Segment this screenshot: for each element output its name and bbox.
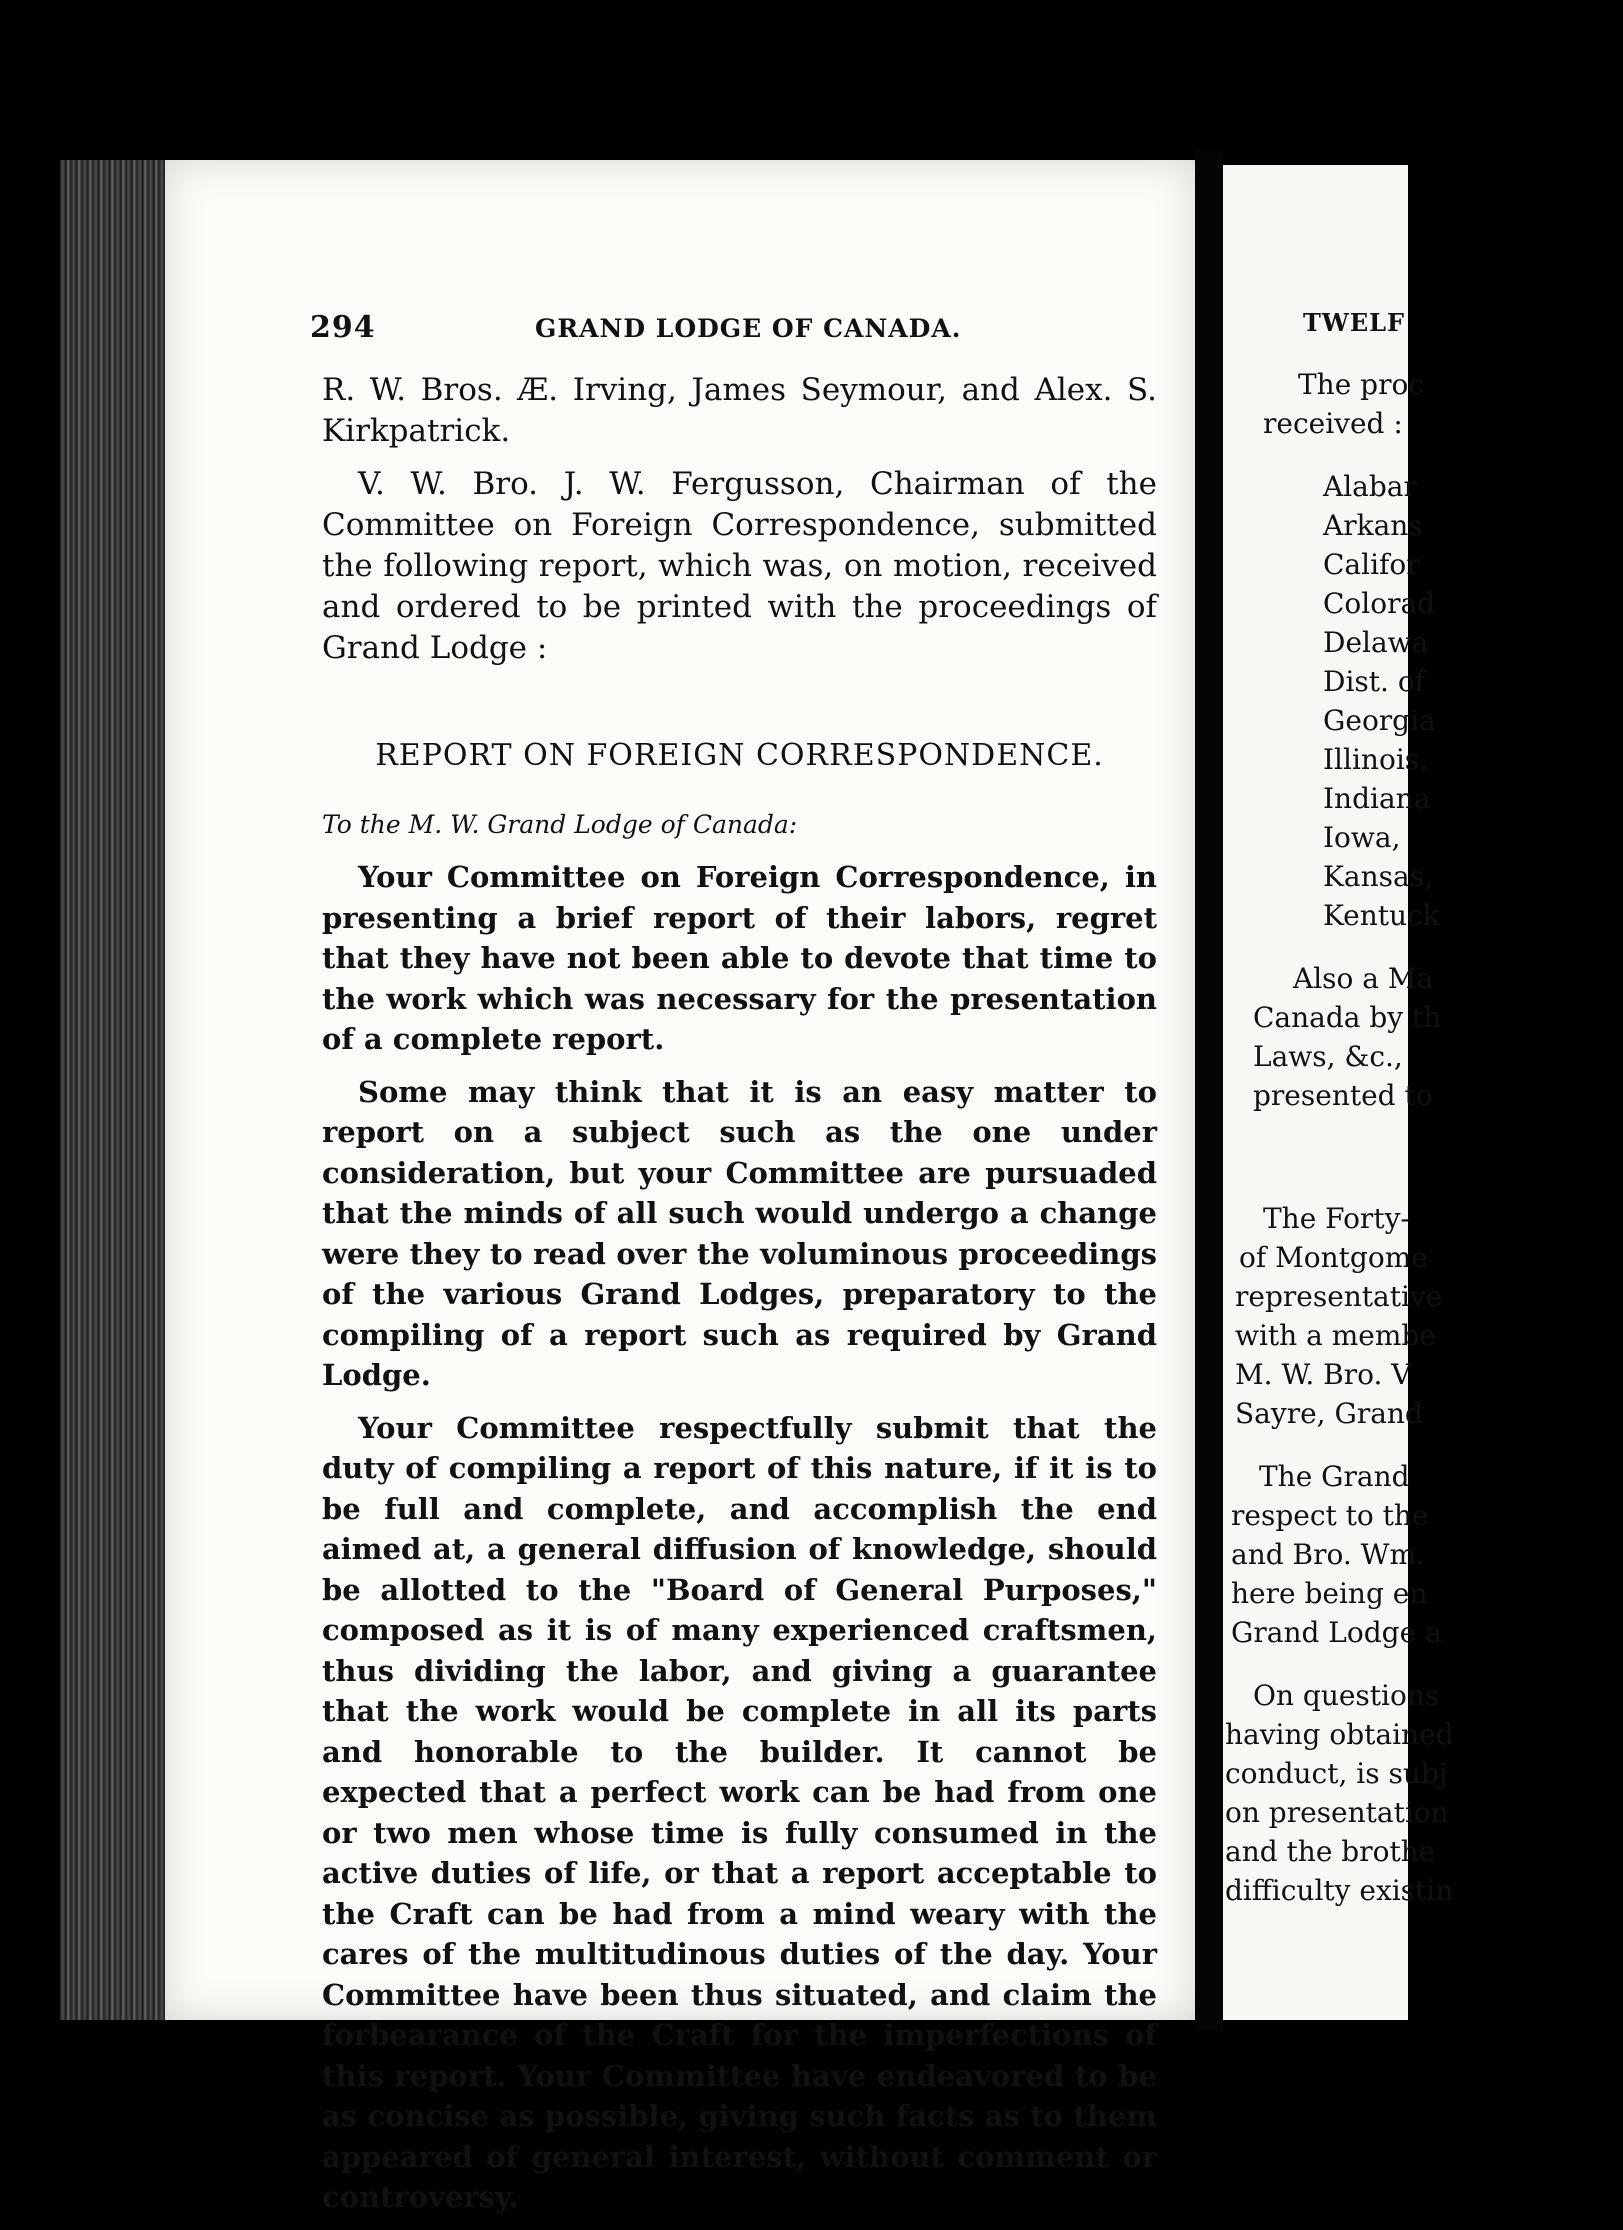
page-body [322, 370, 1157, 2230]
right-line: The Forty- [1263, 1202, 1410, 1235]
salutation: To the M. W. Grand Lodge of Canada: [322, 810, 798, 839]
right-line: Indiana [1323, 782, 1431, 815]
right-line: respect to the [1231, 1499, 1429, 1532]
right-line: conduct, is subj [1225, 1757, 1448, 1790]
page-header [310, 310, 1140, 350]
right-line: Sayre, Grand [1235, 1397, 1423, 1430]
right-line: On questions [1253, 1679, 1440, 1712]
right-line: Iowa, [1323, 821, 1401, 854]
right-line: received : [1263, 407, 1403, 440]
right-line: presented to [1253, 1079, 1433, 1112]
paragraph-easy-matter: Some may think that it is an easy matter to report on a subject such as the one under consideration, but your Committee are pursuaded that the minds of all such would undergo a change were they to read over the voluminous proceedings of the various Grand Lodges, preparatory to the compiling of a report such as required by Grand Lodge. [322, 1074, 1157, 1392]
right-line: with a membe [1235, 1319, 1436, 1352]
right-line: and Bro. Wm. [1231, 1538, 1425, 1571]
right-line: Arkans [1323, 509, 1423, 542]
right-line: here being en [1231, 1577, 1428, 1610]
right-running-title: TWELF [1303, 308, 1406, 337]
right-line: Califor [1323, 548, 1420, 581]
page-number: 294 [310, 310, 376, 345]
book-gutter [1195, 150, 1223, 2030]
right-line: Also a Ma [1293, 962, 1434, 995]
right-line: difficulty existin [1225, 1874, 1454, 1907]
right-line: Grand Lodge a [1231, 1616, 1442, 1649]
right-page-text [1223, 365, 1623, 1910]
right-line: of Montgome [1239, 1241, 1428, 1274]
right-line: Dist. of [1323, 665, 1426, 698]
right-line: Colorad [1323, 587, 1436, 620]
right-line: on presentation [1225, 1796, 1449, 1829]
opening-lines: R. W. Bros. Æ. Irving, James Seymour, and Alex. S. Kirkpatrick. [322, 372, 1157, 449]
paragraph-chairman: V. W. Bro. J. W. Fergusson, Chairman of the Committee on Foreign Correspondence, submitted the following report, which was, on motion, received and ordered to be printed with the proceedings of Grand Lodge : [322, 466, 1157, 666]
right-line: Delawa [1323, 626, 1429, 659]
right-line: Kansas, [1323, 860, 1433, 893]
right-line: The proc [1298, 368, 1425, 401]
running-title: GRAND LODGE OF CANADA. [535, 314, 962, 343]
right-line: having obtained [1225, 1718, 1454, 1751]
right-page [1223, 165, 1454, 2020]
report-title: REPORT ON FOREIGN CORRESPONDENCE. [375, 738, 1104, 773]
right-line: Kentuck [1323, 899, 1440, 932]
paragraph-duty: Your Committee respectfully submit that the duty of compiling a report of this nature, if it is to be full and complete, and accomplish the end aimed at, a general diffusion of knowledge, should be allotted to the "Board of General Purposes," composed as it is of many experienced craftsmen, thus dividing the labor, and giving a guarantee that the work would be complete in all its parts and honorable to the builder. It cannot be expected that a perfect work can be had from one or two men whose time is fully consumed in the active duties of life, or that a report acceptable to the Craft can be had from a mind weary with the cares of the multitudinous duties of the day. Your Committee have been thus situated, and claim the forbearance of the Craft for the imperfections of this report. Your Committee have endeavored to be as concise as possible, giving such facts as to them appeared of general interest, without comment or controversy. [322, 1410, 1157, 2214]
right-line: Alabar [1323, 470, 1417, 503]
right-line: Canada by th [1253, 1001, 1442, 1034]
right-line: Laws, &c., [1253, 1040, 1403, 1073]
right-line: representative [1235, 1280, 1443, 1313]
paragraph-intro: Your Committee on Foreign Correspondence, in presenting a brief report of their labors, regret that they have not been able to devote that time to the work which was necessary for the presentation of a complete report. [322, 860, 1157, 1056]
book-page-edges [60, 160, 165, 2020]
right-line: Illinois, [1323, 743, 1429, 776]
right-line: and the brothe [1225, 1835, 1436, 1868]
right-line: M. W. Bro. V [1235, 1358, 1412, 1391]
right-line: Georgia [1323, 704, 1436, 737]
right-line: The Grand [1259, 1460, 1410, 1493]
